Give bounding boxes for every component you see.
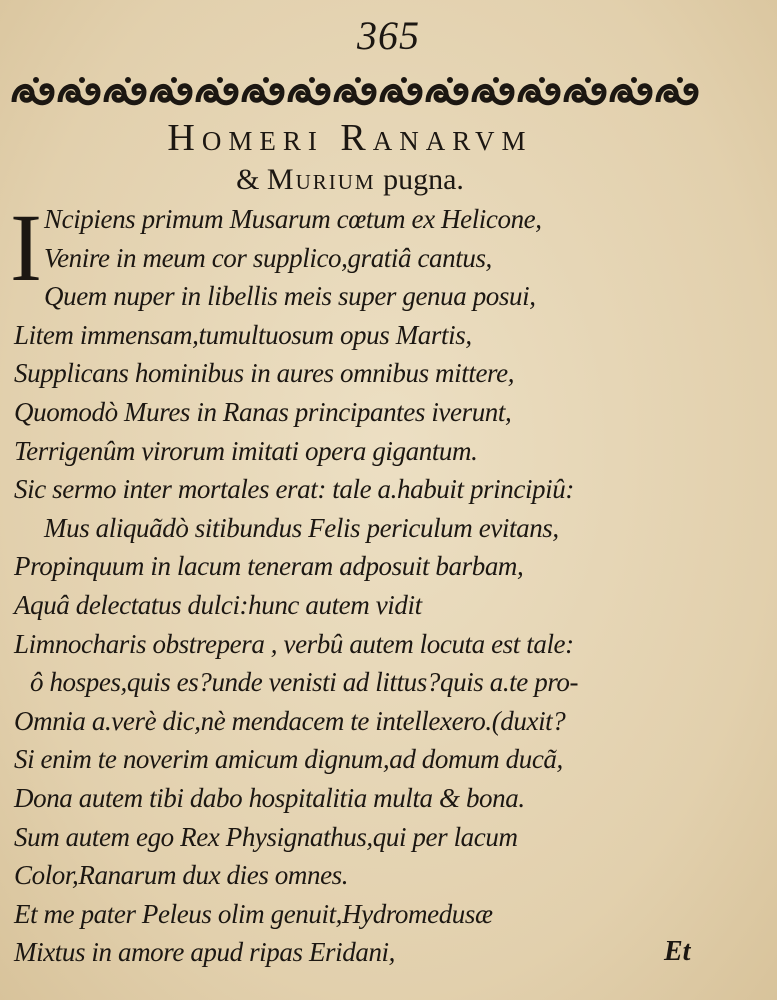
ornament-unit: [244, 77, 282, 103]
verse-line: Dona autem tibi dabo hospitalitia multa & bona.: [14, 782, 525, 813]
verse-line: Mixtus in amore apud ripas Eridani,: [14, 937, 395, 968]
ornament-unit: [14, 77, 52, 103]
drop-cap: I: [10, 194, 42, 301]
verse-line: Propinquum in lacum teneram adposuit barbam,: [14, 551, 524, 582]
verse-line: Color,Ranarum dux dies omnes.: [14, 860, 349, 891]
ornament-unit: [520, 77, 558, 103]
ornament-unit: [290, 77, 328, 103]
ornament-unit: [658, 77, 696, 103]
verse-line: Ncipiens primum Musarum cœtum ex Helicone,: [44, 204, 542, 234]
ornament-unit: [382, 77, 420, 103]
verse-line: Quomodò Mures in Ranas principantes iverunt,: [14, 396, 512, 427]
verse-line: Terrigenûm virorum imitati opera gigantum.: [14, 435, 478, 466]
ornament-unit: [336, 77, 374, 103]
verse-line: Limnocharis obstrepera , verbû autem locuta est tale:: [14, 628, 574, 659]
verse-line: Venire in meum cor supplico,gratiâ cantus,: [44, 242, 492, 273]
page-number: 365: [357, 13, 420, 58]
verse-line: Sic sermo inter mortales erat: tale a.habuit principiû:: [14, 474, 574, 505]
verse-line: Si enim te noverim amicum dignum,ad domum ducã,: [14, 744, 563, 775]
ornamental-band-icon: [10, 72, 700, 116]
verse-line: Aquâ delectatus dulci:hunc autem vidit: [14, 589, 422, 620]
subtitle-smallcaps: Murium: [266, 163, 376, 196]
subtitle-suffix: pugna.: [375, 163, 464, 196]
verse-line: Quem nuper in libellis meis super genua posui,: [44, 281, 536, 312]
verse-line: Et me pater Peleus olim genuit,Hydromedusæ: [14, 898, 493, 929]
catchword: Et: [664, 936, 691, 967]
ornament-unit: [60, 77, 98, 103]
ornament-unit: [152, 77, 190, 103]
verse-line: Supplicans hominibus in aures omnibus mittere,: [14, 358, 515, 389]
verse-line: Omnia a.verè dic,nè mendacem te intellexero.(duxit?: [14, 705, 566, 736]
ornament-unit: [612, 77, 650, 103]
verse-line: Sum autem ego Rex Physignathus,qui per lacum: [14, 821, 518, 852]
page-subtitle: [0, 163, 700, 197]
ornament-unit: [106, 77, 144, 103]
verse-line: ô hospes,quis es?unde venisti ad littus?quis a.te pro-: [30, 667, 579, 698]
page-title: Homeri Ranarvm: [167, 117, 533, 159]
ornament-unit: [474, 77, 512, 103]
verse-block: [14, 200, 704, 972]
subtitle-prefix: &: [236, 163, 267, 196]
verse-line: Litem immensam,tumultuosum opus Martis,: [14, 319, 472, 350]
ornament-unit: [428, 77, 466, 103]
ornament-unit: [566, 77, 604, 103]
verse-line: Mus aliquãdò sitibundus Felis periculum evitans,: [44, 512, 559, 543]
ornament-unit: [198, 77, 236, 103]
